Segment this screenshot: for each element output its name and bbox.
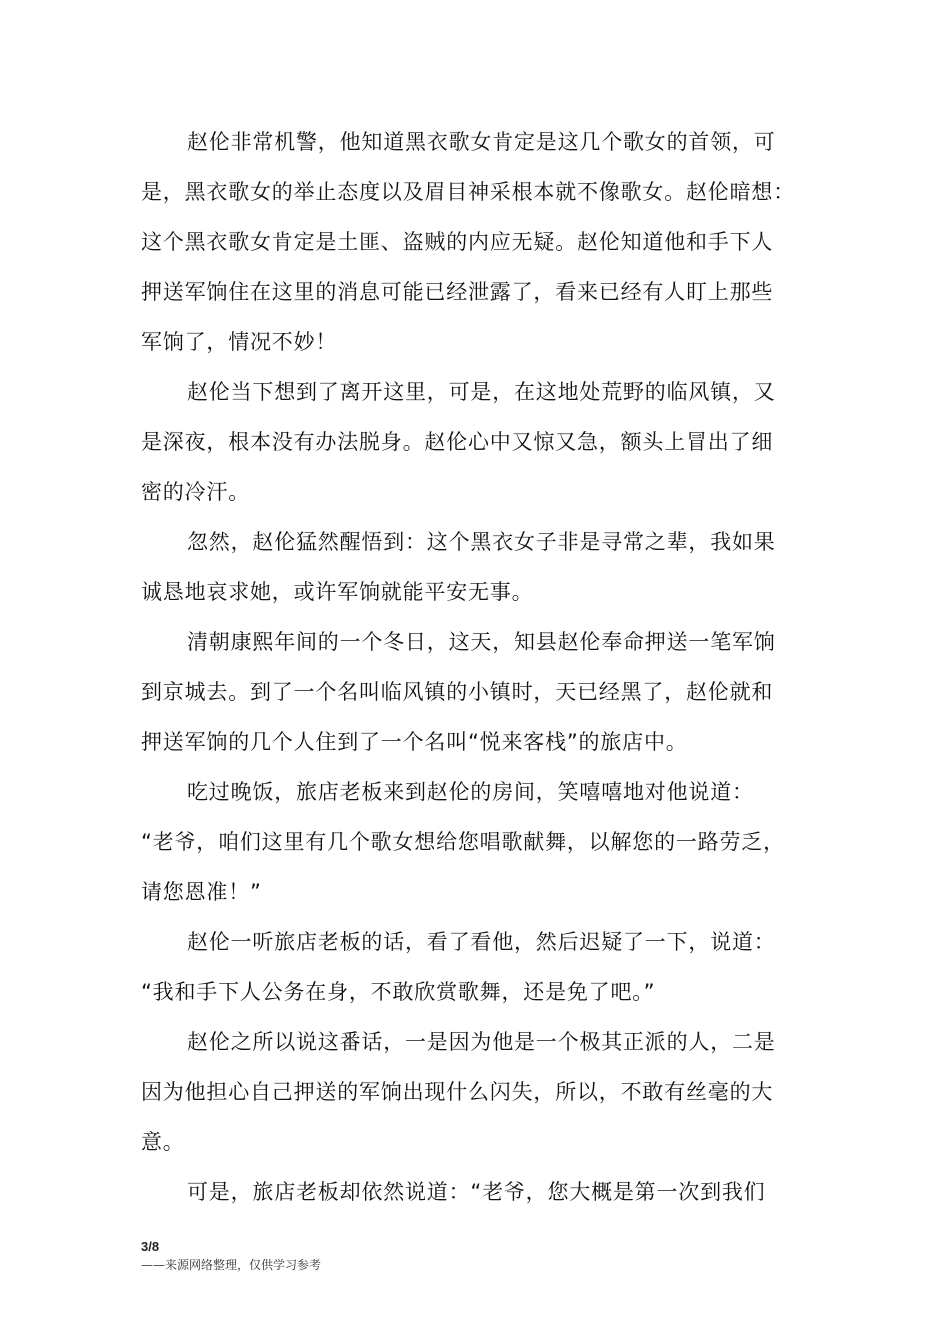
paragraph-4: 清朝康熙年间的一个冬日，这天，知县赵伦奉命押送一笔军饷 到京城去。到了一个名叫临风镇的小镇时，天已经黑了，赵伦就和 押送军饷的几个人住到了一个名叫“悦来客栈”的旅店中。 [141,630,776,754]
paragraph-5: 吃过晚饭，旅店老板来到赵伦的房间，笑嘻嘻地对他说道： “老爷，咱们这里有几个歌女想给您唱歌献舞，以解您的一路劳乏， 请您恩准！” [141,780,785,904]
paragraph-2: 赵伦当下想到了离开这里，可是，在这地处荒野的临风镇，又 是深夜，根本没有办法脱身。赵伦心中又惊又急，额头上冒出了细 密的冷汗。 [141,380,776,504]
source-note: ——来源网络整理，仅供学习参考 [141,1258,322,1272]
paragraph-8: 可是，旅店老板却依然说道：“老爷，您大概是第一次到我们 [187,1180,766,1204]
paragraph-7: 赵伦之所以说这番话，一是因为他是一个极其正派的人，二是 因为他担心自己押送的军饷出现什么闪失，所以，不敢有丝毫的大 意。 [141,1030,776,1154]
page-number: 3/8 [141,1239,160,1254]
paragraph-6: 赵伦一听旅店老板的话，看了看他，然后迟疑了一下，说道： “我和手下人公务在身，不敢欣赏歌舞，还是免了吧。” [141,930,776,1004]
paragraph-3: 忽然，赵伦猛然醒悟到：这个黑衣女子非是寻常之辈，我如果 诚恳地哀求她，或许军饷就能平安无事。 [141,530,776,604]
document-body [141,117,801,1217]
paragraph-1: 赵伦非常机警，他知道黑衣歌女肯定是这几个歌女的首领，可 是，黑衣歌女的举止态度以及眉目神采根本就不像歌女。赵伦暗想： 这个黑衣歌女肯定是土匪、盗贼的内应无疑。赵伦知道他和手下人 押送军饷住在这里的消息可能已经泄露了，看来已经有人盯上那些 军饷了，情况不妙！ [141,130,795,354]
page-footer [141,1238,321,1274]
